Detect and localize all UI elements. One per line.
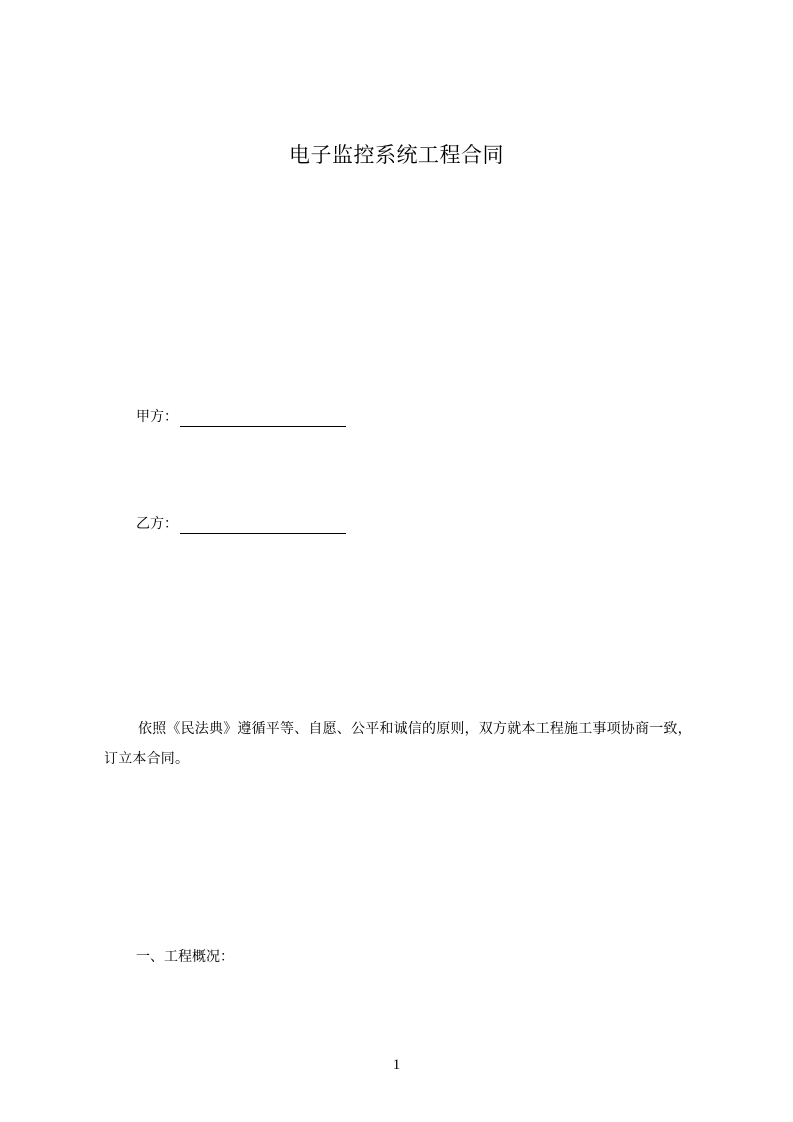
- section-heading-project-overview: 一、工程概况：: [136, 949, 234, 965]
- party-a-label: 甲方：: [136, 409, 178, 425]
- preamble-paragraph: 依照《民法典》遵循平等、自愿、公平和诚信的原则，双方就本工程施工事项协商一致，订立本合同。: [104, 721, 692, 767]
- party-b-line: [136, 514, 346, 534]
- party-a-line: [136, 407, 346, 427]
- party-b-label: 乙方：: [136, 516, 178, 532]
- page-number: 1: [392, 1057, 401, 1073]
- document-title: 电子监控系统工程合同: [289, 143, 504, 167]
- party-a-blank-field[interactable]: [180, 409, 346, 427]
- party-b-blank-field[interactable]: [180, 516, 346, 534]
